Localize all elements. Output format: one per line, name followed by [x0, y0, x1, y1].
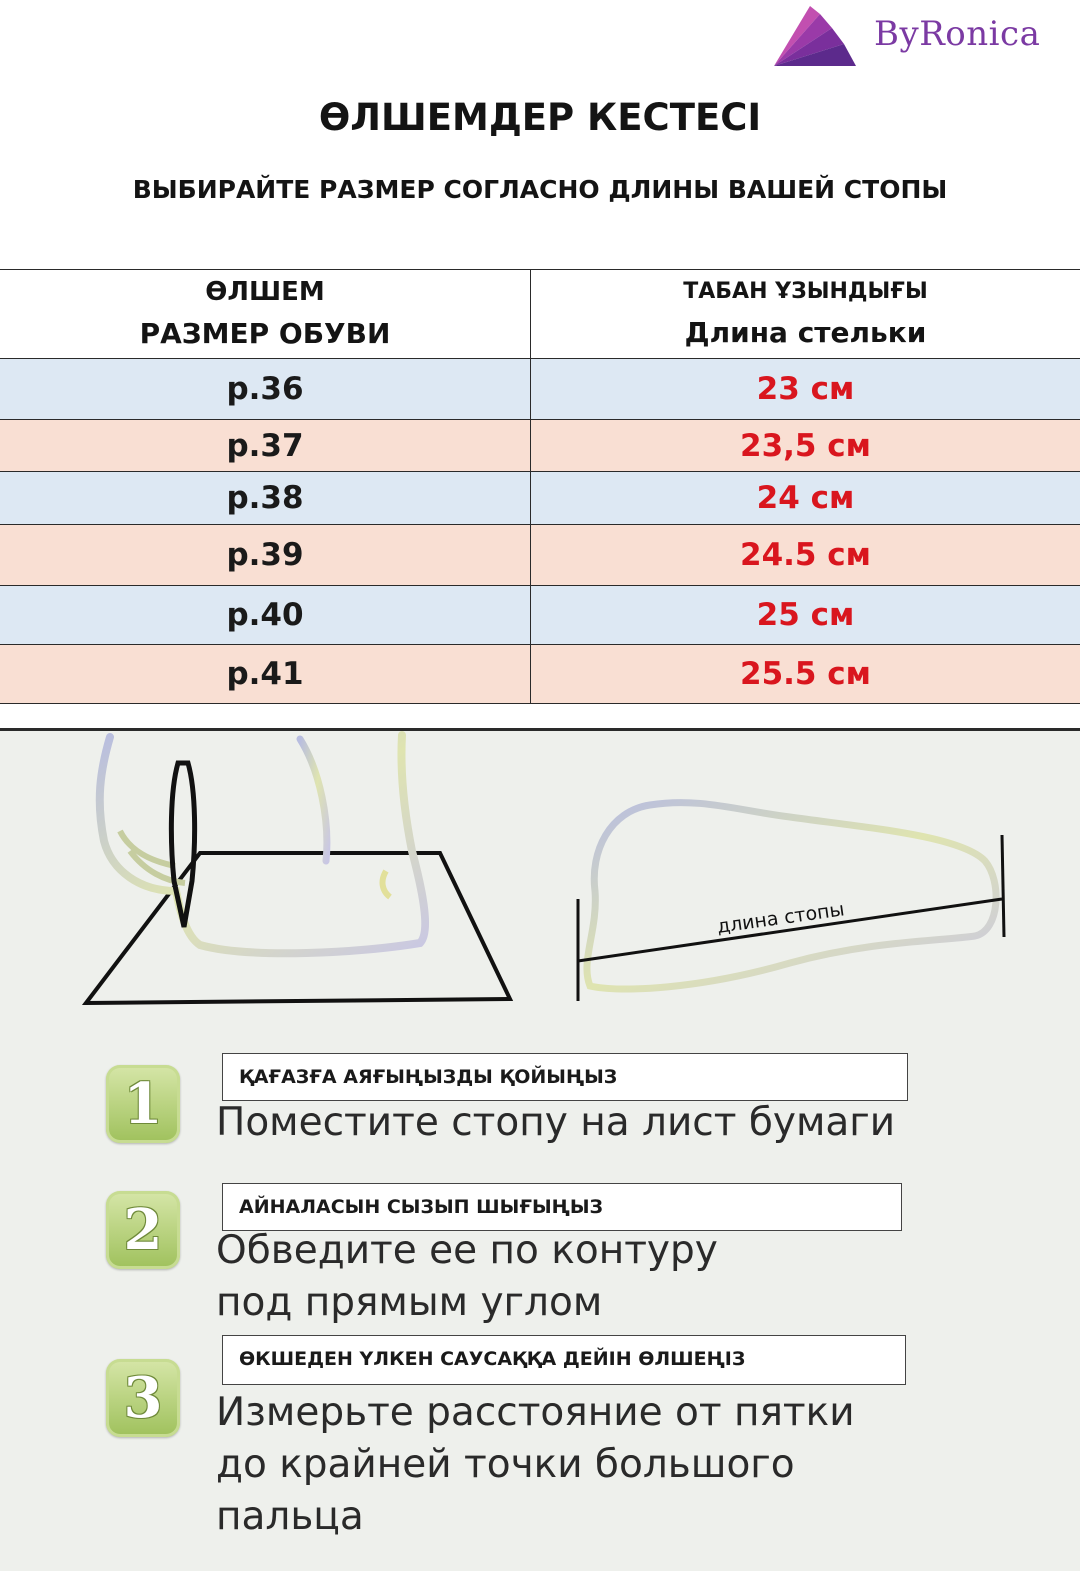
header-length-ru: Длина стельки: [531, 311, 1080, 355]
size-cell: р.37: [0, 420, 531, 472]
step-1-badge: 1: [106, 1065, 180, 1143]
size-cell: р.41: [0, 645, 531, 704]
size-cell: р.39: [0, 525, 531, 586]
step-1-text: [216, 1097, 895, 1149]
size-cell: р.38: [0, 472, 531, 525]
logo-fan-icon: [770, 4, 870, 70]
instruction-panel: [0, 728, 1080, 1571]
brand-logo: [770, 4, 1070, 70]
page-subtitle: ВЫБИРАЙТЕ РАЗМЕР СОГЛАСНО ДЛИНЫ ВАШЕЙ СТОПЫ: [0, 175, 1080, 204]
foot-length-label: длина стопы: [716, 898, 846, 938]
step-1-line-1: Поместите стопу на лист бумаги: [216, 1097, 895, 1149]
measure-illustration: [0, 731, 1080, 1031]
step-3-line-2: до крайней точки большого: [216, 1439, 855, 1491]
length-cell: 25.5 см: [531, 645, 1080, 704]
header-size-kz: ӨЛШЕМ: [0, 272, 530, 312]
length-cell: 23 см: [531, 359, 1080, 420]
table-row: [0, 525, 1080, 586]
header-length-kz: ТАБАН ҰЗЫНДЫҒЫ: [531, 273, 1080, 311]
foot-outline-icon: [587, 803, 996, 989]
step-2-badge: 2: [106, 1191, 180, 1269]
header-size: [0, 270, 531, 359]
step-3-line-1: Измерьте расстояние от пятки: [216, 1387, 855, 1439]
step-3-badge: 3: [106, 1359, 180, 1437]
step-3-kz-box: ӨКШЕДЕН ҮЛКЕН САУСАҚҚА ДЕЙІН ӨЛШЕҢІЗ: [222, 1335, 906, 1385]
step-3-text: [216, 1387, 855, 1543]
header-length: [531, 270, 1080, 359]
paper-sheet: [86, 853, 510, 1003]
step-3-line-3: пальца: [216, 1491, 855, 1543]
size-cell: р.36: [0, 359, 531, 420]
length-cell: 23,5 см: [531, 420, 1080, 472]
table-row: [0, 359, 1080, 420]
table-row: [0, 645, 1080, 704]
size-table: [0, 269, 1080, 704]
brand-name: ByRonica: [874, 14, 1040, 54]
table-row: [0, 420, 1080, 472]
page-title: ӨЛШЕМДЕР КЕСТЕСІ: [0, 96, 1080, 139]
size-cell: р.40: [0, 586, 531, 645]
step-1-kz-box: ҚАҒАЗҒА АЯҒЫҢЫЗДЫ ҚОЙЫҢЫЗ: [222, 1053, 908, 1101]
length-cell: 25 см: [531, 586, 1080, 645]
header-size-ru: РАЗМЕР ОБУВИ: [0, 312, 530, 356]
table-row: [0, 586, 1080, 645]
length-cell: 24 см: [531, 472, 1080, 525]
step-2-line-1: Обведите ее по контуру: [216, 1225, 718, 1277]
step-2-line-2: под прямым углом: [216, 1277, 718, 1329]
step-2-text: [216, 1225, 718, 1329]
table-header-row: [0, 270, 1080, 359]
step-2-kz-box: АЙНАЛАСЫН СЫЗЫП ШЫҒЫҢЫЗ: [222, 1183, 902, 1231]
length-cell: 24.5 см: [531, 525, 1080, 586]
table-row: [0, 472, 1080, 525]
